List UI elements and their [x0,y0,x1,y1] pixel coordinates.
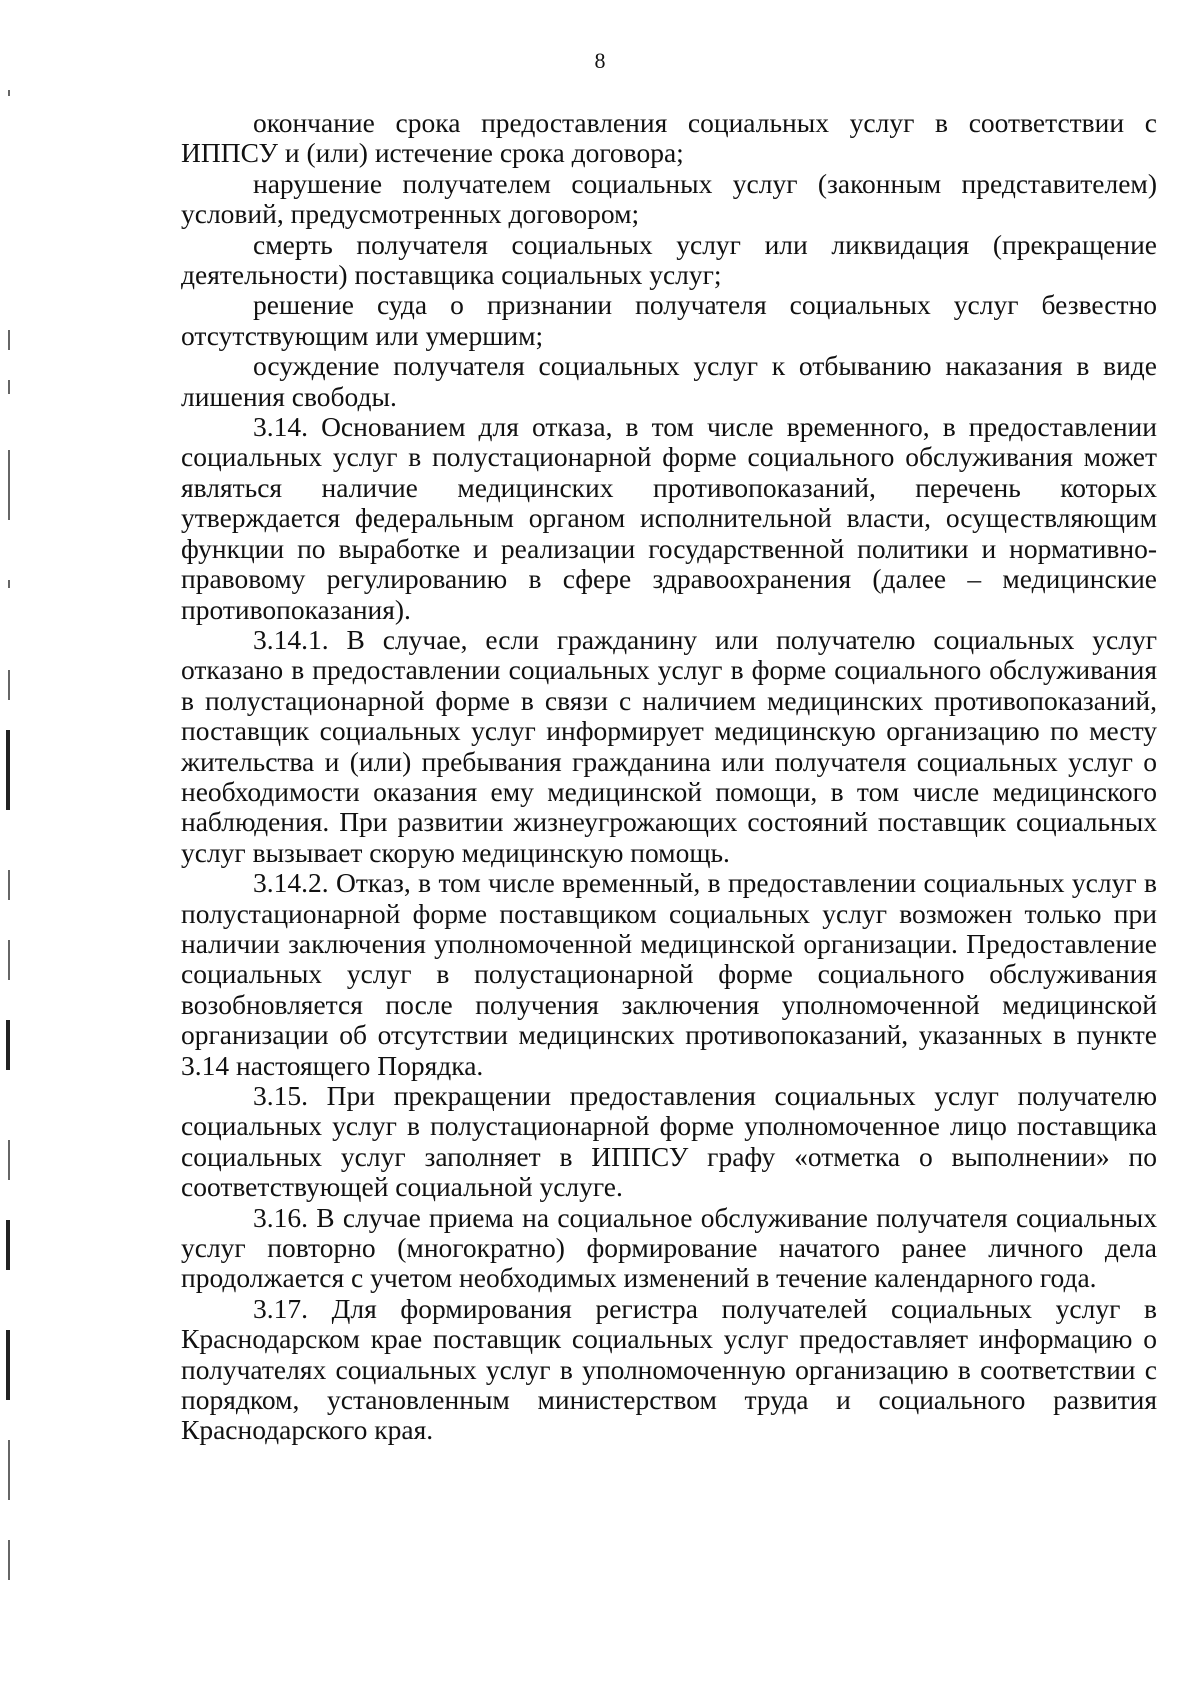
scan-mark [6,730,10,810]
paragraph-3-14-1: 3.14.1. В случае, если гражданину или получателю социальных услуг отказано в предоставлении социальных услуг в форме социального обслуживания в полустационарной форме в связи с наличием медицинских противопоказаний, поставщик социальных услуг информирует медицинскую организацию по месту жительства и (или) пребывания гражданина или получателя социальных услуг о необходимости оказания ему медицинской помощи, в том числе медицинского наблюдения. При развитии жизнеугрожающих состояний поставщик социальных услуг вызывает скорую медицинскую помощь. [181,623,1157,868]
scan-mark [8,1440,10,1500]
paragraph-3-14: 3.14. Основанием для отказа, в том числе временного, в предоставлении социальных услуг в полустационарной форме социального обслуживания может являться наличие медицинских противопоказаний, перечень которых утверждается федеральным органом исполнительной власти, осуществляющим функции по выработке и реализации государственной политики и нормативно-правовому регулированию в сфере здравоохранения (далее – медицинские противопоказания). [181,411,1157,625]
scan-mark [6,1330,10,1400]
document-body [181,108,1157,1446]
scan-mark [8,870,10,900]
scan-mark [8,380,10,394]
paragraph: осуждение получателя социальных услуг к отбыванию наказания в виде лишения свободы. [181,350,1157,412]
scan-mark [8,90,10,96]
scan-mark [8,450,10,520]
scan-mark [6,1220,10,1270]
scan-mark [6,1020,10,1070]
paragraph-3-14-2: 3.14.2. Отказ, в том числе временный, в предоставлении социальных услуг в полустационарной форме поставщиком социальных услуг возможен только при наличии заключения уполномоченной медицинской организации. Предоставление социальных услуг в полустационарной форме социального обслуживания возобновляется после получения заключения уполномоченной медицинской организации об отсутствии медицинских противопоказаний, указанных в пункте 3.14 настоящего Порядка. [181,867,1157,1081]
paragraph: смерть получателя социальных услуг или ликвидация (прекращение деятельности) поставщика социальных услуг; [181,228,1157,291]
scan-mark [8,580,10,588]
page-number: 8 [594,48,606,73]
paragraph: окончание срока предоставления социальных услуг в соответствии с ИППСУ и (или) истечение срока договора; [181,107,1157,169]
paragraph: решение суда о признании получателя социальных услуг безвестно отсутствующим или умершим; [181,289,1157,351]
paragraph-3-16: 3.16. В случае приема на социальное обслуживание получателя социальных услуг повторно (многократно) формирование начатого ранее личного дела продолжается с учетом необходимых изменений в течение календарного года. [181,1201,1157,1294]
scan-mark [8,670,10,700]
paragraph-3-17: 3.17. Для формирования регистра получателей социальных услуг в Краснодарском крае поставщик социальных услуг предоставляет информацию о получателях социальных услуг в уполномоченную организацию в соответствии с порядком, установленным министерством труда и социального развития Краснодарского края. [181,1292,1157,1446]
scan-mark [8,940,10,980]
paragraph-3-15: 3.15. При прекращении предоставления социальных услуг получателю социальных услуг в полустационарной форме уполномоченное лицо поставщика социальных услуг заполняет в ИППСУ графу «отметка о выполнении» по соответствующей социальной услуге. [181,1080,1157,1203]
paragraph: нарушение получателем социальных услуг (законным представителем) условий, предусмотренных договором; [181,167,1157,230]
scan-edge-marks [4,80,16,1680]
scan-mark [8,330,10,350]
scan-mark [8,1540,10,1580]
scan-mark [8,1140,10,1180]
